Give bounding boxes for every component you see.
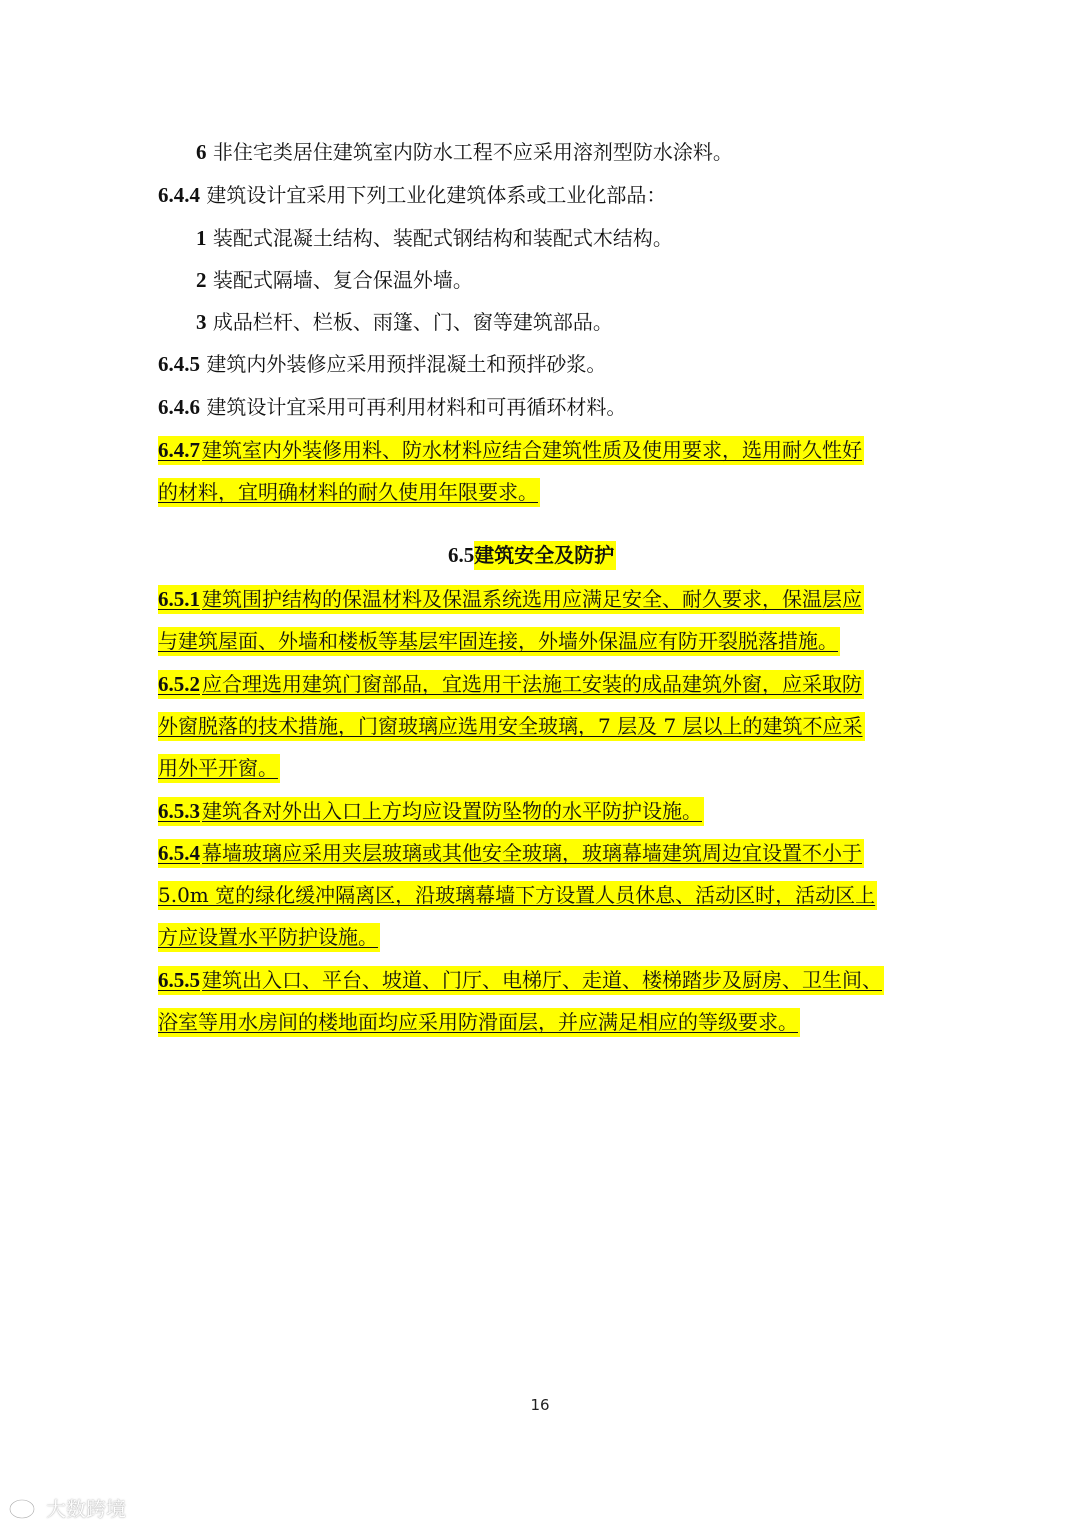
clause-number: 6.5.3: [158, 797, 202, 826]
clause-text: 幕墙玻璃应采用夹层玻璃或其他安全玻璃，玻璃幕墙建筑周边宜设置不小于: [202, 839, 864, 868]
clause-6-5-2-continued: [158, 712, 865, 740]
clause-number: 6.5.4: [158, 839, 202, 868]
watermark: [8, 1492, 126, 1522]
clause-text: 建筑各对外出入口上方均应设置防坠物的水平防护设施。: [202, 797, 704, 826]
clause-text: 建筑设计宜采用下列工业化建筑体系或工业化部品：: [200, 183, 667, 207]
clause-text: 建筑出入口、平台、坡道、门厅、电梯厅、走道、楼梯踏步及厨房、卫生间、: [202, 966, 884, 995]
item-number: 1: [196, 226, 207, 250]
clause-number: 6.4.7: [158, 436, 202, 465]
item-text: 装配式混凝土结构、装配式钢结构和装配式木结构。: [206, 226, 673, 250]
clause-text: 的材料，宜明确材料的耐久使用年限要求。: [158, 478, 540, 507]
clause-6-5-5-continued: [158, 1008, 800, 1036]
clause-6-5-2-continued: [158, 754, 280, 782]
item-number: 3: [196, 310, 207, 334]
clause-number: 6.4.4: [158, 183, 200, 207]
clause-text: 建筑围护结构的保温材料及保温系统选用应满足安全、耐久要求，保温层应: [202, 585, 864, 614]
clause-text: 外窗脱落的技术措施，门窗玻璃应选用安全玻璃，7 层及 7 层以上的建筑不应采: [158, 712, 865, 741]
clause-number: 6.4.6: [158, 395, 200, 419]
list-item-1: [196, 224, 673, 252]
clause-6-5-4-continued: [158, 881, 877, 909]
section-title: 建筑安全及防护: [474, 541, 616, 570]
clause-text: 与建筑屋面、外墙和楼板等基层牢固连接，外墙外保温应有防开裂脱落措施。: [158, 627, 840, 656]
item-number: 2: [196, 268, 207, 292]
section-number: 6.5: [448, 543, 475, 567]
clause-6-4-7-continued: [158, 478, 540, 506]
clause-text: 应合理选用建筑门窗部品，宜选用干法施工安装的成品建筑外窗，应采取防: [202, 670, 864, 699]
weibo-logo-icon: [8, 1494, 42, 1520]
clause-6-5-4-continued: [158, 923, 380, 951]
clause-number: 6.5.1: [158, 585, 202, 614]
clause-6-4-6: [158, 393, 626, 421]
clause-6-4-4: [158, 181, 666, 209]
clause-text: 建筑室内外装修用料、防水材料应结合建筑性质及使用要求，选用耐久性好: [202, 436, 864, 465]
clause-text: 浴室等用水房间的楼地面均应采用防滑面层，并应满足相应的等级要求。: [158, 1008, 800, 1037]
item-text: 非住宅类居住建筑室内防水工程不应采用溶剂型防水涂料。: [206, 140, 733, 164]
clause-6-5-5: [158, 966, 884, 994]
page-number: 16: [530, 1396, 550, 1414]
clause-6-5-4: [158, 839, 864, 867]
clause-6-5-1-continued: [158, 627, 840, 655]
item-number: 6: [196, 140, 207, 164]
item-text: 装配式隔墙、复合保温外墙。: [206, 268, 473, 292]
clause-6-5-2: [158, 670, 864, 698]
clause-number: 6.5.5: [158, 966, 202, 995]
section-heading-6-5: [448, 541, 616, 569]
clause-6-4-7: [158, 436, 864, 464]
list-item-6: [196, 138, 733, 166]
clause-6-5-1: [158, 585, 864, 613]
clause-text: 建筑设计宜采用可再利用材料和可再循环材料。: [200, 395, 627, 419]
clause-6-5-3: [158, 797, 704, 825]
clause-text: 建筑内外装修应采用预拌混凝土和预拌砂浆。: [200, 352, 607, 376]
clause-text: 用外平开窗。: [158, 754, 280, 783]
list-item-2: [196, 266, 473, 294]
item-text: 成品栏杆、栏板、雨篷、门、窗等建筑部品。: [206, 310, 613, 334]
clause-text: 5.0m 宽的绿化缓冲隔离区，沿玻璃幕墙下方设置人员休息、活动区时，活动区上: [158, 881, 877, 910]
watermark-text: 大数跨境: [46, 1496, 126, 1521]
list-item-3: [196, 308, 613, 336]
clause-text: 方应设置水平防护设施。: [158, 923, 380, 952]
clause-6-4-5: [158, 350, 606, 378]
clause-number: 6.5.2: [158, 670, 202, 699]
clause-number: 6.4.5: [158, 352, 200, 376]
